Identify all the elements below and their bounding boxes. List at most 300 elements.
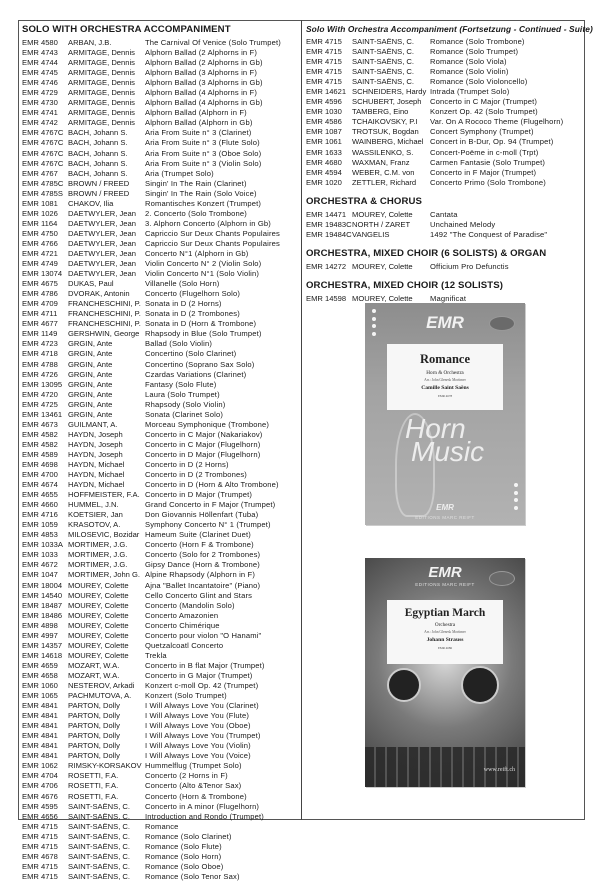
work-title: Rhapsody in Blue (Solo Trumpet)	[145, 329, 262, 339]
catalog-number: EMR 4586	[306, 117, 342, 127]
composer: SAINT-SAËNS, C.	[68, 861, 131, 871]
cover-composer: Johann Strauss	[426, 637, 464, 643]
catalog-number: EMR 4716	[22, 510, 58, 520]
composer: GRGIN, Ante	[68, 399, 113, 409]
catalog-number: EMR 1033	[22, 550, 58, 560]
composer: BACH, Johann S.	[68, 128, 128, 138]
catalog-number: EMR 4659	[22, 660, 58, 670]
work-title: Romance (Solo Horn)	[145, 851, 222, 861]
composer: DAETWYLER, Jean	[68, 208, 136, 218]
catalog-number: EMR 14598	[306, 293, 347, 303]
catalog-number: EMR 4698	[22, 459, 58, 469]
catalog-section	[306, 196, 582, 240]
work-title: Alphorn Ballad (3 Alphorns in F)	[145, 68, 258, 78]
work-title: Carmen Fantasie (Solo Trumpet)	[430, 157, 546, 167]
work-title: Concert in B-Dur, Op. 94 (Trumpet)	[430, 137, 554, 147]
catalog-number: EMR 4715	[22, 841, 58, 851]
composer: MOUREY, Colette	[68, 610, 129, 620]
composer: GRGIN, Ante	[68, 359, 113, 369]
catalog-number: EMR 1033A	[22, 540, 63, 550]
work-title: Romance	[145, 821, 179, 831]
work-title: Concerto (Flugelhorn Solo)	[145, 289, 241, 299]
composer: BACH, Johann S.	[68, 168, 128, 178]
catalog-number: EMR 19483C	[306, 219, 352, 229]
catalog-row	[306, 47, 582, 57]
composer: GRGIN, Ante	[68, 339, 113, 349]
work-title: Concerto Primo (Solo Trombone)	[430, 177, 546, 187]
catalog-row	[22, 430, 300, 440]
catalog-row	[22, 400, 300, 410]
composer: BACH, Johann S.	[68, 138, 128, 148]
catalog-number: EMR 4711	[22, 309, 58, 319]
catalog-number: EMR 4743	[22, 48, 58, 58]
work-title: Singin' In The Rain (Clarinet)	[145, 178, 247, 188]
composer: MOUREY, Colette	[68, 640, 129, 650]
composer: ARMITAGE, Dennis	[68, 108, 135, 118]
catalog-row	[306, 127, 582, 137]
catalog-row	[22, 711, 300, 721]
work-title: Alphorn Ballad (3 Alphorns in Gb)	[145, 78, 263, 88]
work-title: Alpine Rhapsody (Alphorn in F)	[145, 570, 256, 580]
catalog-section	[306, 248, 582, 272]
composer: GRGIN, Ante	[68, 379, 113, 389]
badge-icon	[489, 316, 515, 331]
catalog-number: EMR 1030	[306, 107, 342, 117]
work-title: Sonata in D (2 Horns)	[145, 299, 222, 309]
catalog-row	[22, 289, 300, 299]
work-title: Concerto (Alto &Tenor Sax)	[145, 781, 242, 791]
composer: ROSETTI, F.A.	[68, 771, 119, 781]
composer: ROSETTI, F.A.	[68, 781, 119, 791]
catalog-row	[22, 299, 300, 309]
catalog-number: EMR 4677	[22, 319, 58, 329]
catalog-number: EMR 4750	[22, 228, 58, 238]
composer: SCHUBERT, Joseph	[352, 97, 422, 107]
composer: SAINT-SAËNS, C.	[68, 841, 131, 851]
catalog-row	[22, 792, 300, 802]
catalog-row	[22, 671, 300, 681]
catalog-row	[306, 168, 582, 178]
composer: FRANCHESCHINI, P.	[68, 309, 141, 319]
catalog-number: EMR 1087	[306, 127, 342, 137]
work-title: Gipsy Dance (Horn & Trombone)	[145, 560, 260, 570]
cover-title: Egyptian March	[404, 607, 486, 619]
catalog-number: EMR 4706	[22, 781, 58, 791]
catalog-number: EMR 4746	[22, 78, 58, 88]
composer: TROTSUK, Bogdan	[352, 127, 419, 137]
catalog-number: EMR 4582	[22, 429, 58, 439]
catalog-row	[22, 822, 300, 832]
work-title: Alphorn Ballad (2 Alphorns in F)	[145, 48, 258, 58]
work-title: Romance (Solo Flute)	[145, 841, 222, 851]
catalog-row	[22, 199, 300, 209]
cover-title-panel	[387, 600, 503, 664]
work-title: Concerto in D Major (Flugelhorn)	[145, 449, 261, 459]
catalog-section	[306, 24, 593, 188]
composer: HAYDN, Joseph	[68, 439, 123, 449]
work-title: Var. On A Rococo Theme (Flugelhorn)	[430, 117, 564, 127]
composer: NESTEROV, Arkadi	[68, 681, 135, 690]
composer: RIMSKY-KORSAKOV	[68, 761, 142, 771]
composer: ARMITAGE, Dennis	[68, 58, 135, 68]
work-title: Romance (Solo Tenor Sax)	[145, 871, 240, 881]
work-title: Aria From Suite n° 3 (Clarinet)	[145, 128, 252, 138]
composer: GRGIN, Ante	[68, 369, 113, 379]
catalog-row	[22, 159, 300, 169]
catalog-number: EMR 4674	[22, 480, 58, 490]
cover-subtitle: Orchestra	[434, 622, 456, 628]
work-title: Grand Concerto in F Major (Trumpet)	[145, 500, 276, 510]
catalog-row	[22, 460, 300, 470]
catalog-row	[22, 721, 300, 731]
work-title: Ajna "Ballet Incantatoire" (Piano)	[145, 580, 261, 590]
work-title: Concertino (Soprano Sax Solo)	[145, 359, 255, 369]
catalog-row	[306, 57, 582, 67]
work-title: Romantisches Konzert (Trumpet)	[145, 198, 262, 208]
catalog-number: EMR 4660	[22, 500, 58, 510]
catalog-row	[22, 349, 300, 359]
work-title: Violin Concerto N°1 (Solo Violin)	[145, 269, 260, 279]
catalog-row	[306, 77, 582, 87]
work-title: Romance (Solo Violoncello)	[430, 77, 528, 87]
catalog-number: EMR 4715	[306, 67, 342, 77]
composer: SCHNEIDERS, Hardy	[352, 87, 427, 97]
work-title: Quetzalcoatl Concerto	[145, 640, 224, 650]
catalog-number: EMR 4841	[22, 701, 58, 711]
work-title: Concerto (Horn F & Trombone)	[145, 540, 254, 550]
catalog-number: EMR 1059	[22, 520, 58, 530]
composer: PARTON, Dolly	[68, 741, 120, 751]
catalog-number: EMR 14540	[22, 590, 63, 600]
catalog-row	[22, 279, 300, 289]
catalog-row	[22, 420, 300, 430]
catalog-row	[22, 440, 300, 450]
composer: PARTON, Dolly	[68, 721, 120, 731]
catalog-number: EMR 14621	[306, 87, 347, 97]
composer: GERSHWIN, George	[68, 329, 140, 339]
catalog-row	[22, 229, 300, 239]
catalog-number: EMR 4672	[22, 560, 58, 570]
composer: ARMITAGE, Dennis	[68, 48, 135, 58]
composer: PARTON, Dolly	[68, 751, 120, 761]
work-title: Concerto (Horn & Trombone)	[145, 791, 247, 801]
catalog-row	[22, 550, 300, 560]
composer: MOUREY, Colette	[68, 580, 129, 590]
catalog-row	[22, 832, 300, 842]
catalog-number: EMR 13461	[22, 409, 63, 419]
composer: DAETWYLER, Jean	[68, 238, 136, 248]
cover-catalog: EMR 4686	[437, 646, 453, 650]
composer: DAETWYLER, Jean	[68, 218, 136, 228]
section-title: SOLO WITH ORCHESTRA ACCOMPANIMENT	[22, 24, 231, 35]
catalog-number: EMR 4898	[22, 620, 58, 630]
composer: GRGIN, Ante	[68, 349, 113, 359]
composer: ARMITAGE, Dennis	[68, 88, 135, 98]
work-title: Capriccio Sur Deux Chants Populaires	[145, 228, 280, 238]
composer: CHAKOV, Ilia	[68, 198, 114, 208]
catalog-number: EMR 4596	[306, 97, 342, 107]
work-title: Concerto in F Major (Trumpet)	[430, 167, 537, 177]
composer: SAINT-SAËNS, C.	[352, 37, 415, 46]
catalog-number: EMR 4744	[22, 58, 58, 68]
work-title: Unchained Melody	[430, 219, 496, 229]
composer: PARTON, Dolly	[68, 711, 120, 721]
catalog-row	[22, 269, 300, 279]
catalog-number: EMR 4715	[306, 47, 342, 57]
catalog-number: EMR 4723	[22, 339, 58, 349]
catalog-number: EMR 4841	[22, 711, 58, 721]
catalog-number: EMR 4700	[22, 470, 58, 480]
catalog-number: EMR 4589	[22, 449, 58, 459]
cover-title: Romance	[420, 352, 470, 366]
work-title: Konzert c-moll Op. 42 (Trumpet)	[145, 681, 259, 690]
catalog-number: EMR 13074	[22, 269, 63, 279]
section-title: ORCHESTRA & CHORUS	[306, 195, 423, 207]
catalog-row	[306, 178, 582, 188]
catalog-row	[22, 751, 300, 761]
catalog-row	[306, 137, 582, 147]
catalog-row	[22, 741, 300, 751]
catalog-number: EMR 1633	[306, 147, 342, 157]
work-title: Concertino (Solo Clarinet)	[145, 349, 237, 359]
composer: MOUREY, Colette	[352, 293, 413, 303]
catalog-number: EMR 4742	[22, 118, 58, 128]
composer: PARTON, Dolly	[68, 731, 120, 741]
work-title: Ballad (Solo Violin)	[145, 339, 213, 349]
work-title: Villanelle (Solo Horn)	[145, 279, 220, 289]
composer: SAINT-SAËNS, C.	[352, 67, 415, 77]
catalog-row	[22, 410, 300, 420]
cover-catalog: EMR 4678	[437, 394, 453, 398]
cover-title-panel	[387, 344, 503, 410]
catalog-section	[22, 24, 300, 882]
work-title: Konzert (Solo Trumpet)	[145, 691, 227, 701]
catalog-row	[22, 360, 300, 370]
composer: DAETWYLER, Jean	[68, 248, 136, 258]
composer: MORTIMER, J.G.	[68, 550, 128, 560]
composer: GRGIN, Ante	[68, 409, 113, 419]
catalog-section	[306, 280, 582, 304]
catalog-number: EMR 4715	[306, 77, 342, 87]
composer: ARMITAGE, Dennis	[68, 78, 135, 88]
work-title: I Will Always Love You (Voice)	[145, 751, 251, 761]
catalog-row	[22, 450, 300, 460]
catalog-number: EMR 4715	[22, 871, 58, 881]
catalog-number: EMR 19484C	[306, 229, 352, 239]
catalog-row	[22, 259, 300, 269]
catalog-row	[22, 390, 300, 400]
catalog-number: EMR 4841	[22, 751, 58, 761]
catalog-row	[306, 97, 582, 107]
work-title: Officium Pro Defunctis	[430, 261, 509, 271]
composer: SAINT-SAËNS, C.	[68, 871, 131, 881]
composer: PARTON, Dolly	[68, 701, 120, 711]
work-title: Sonata (Clarinet Solo)	[145, 409, 224, 419]
emr-logo: EMR	[426, 313, 464, 332]
catalog-number: EMR 4675	[22, 279, 58, 289]
work-title: Concerto (2 Horns in F)	[145, 771, 228, 781]
catalog-row	[22, 842, 300, 852]
work-title: Concerto in D (2 Horns)	[145, 459, 229, 469]
composer: WEBER, C.M. von	[352, 167, 415, 177]
cover-composer: Camille Saint Saëns	[421, 385, 469, 391]
catalog-number: EMR 4715	[22, 831, 58, 841]
work-title: Aria From Suite n° 3 (Flute Solo)	[145, 138, 260, 148]
work-title: Cello Concerto Glint and Stars	[145, 590, 253, 600]
work-title: 1492 "The Conquest of Paradise"	[430, 229, 548, 239]
work-title: Fantasy (Solo Flute)	[145, 379, 217, 389]
composer: MOUREY, Colette	[352, 261, 413, 271]
catalog-row	[22, 510, 300, 520]
catalog-number: EMR 18487	[22, 600, 63, 610]
catalog-row	[22, 490, 300, 500]
work-title: Rhapsody (Solo Violin)	[145, 399, 226, 409]
work-title: Aria From Suite n° 3 (Violin Solo)	[145, 158, 262, 168]
catalog-row	[22, 88, 300, 98]
work-title: Concerto N°1 (Alphorn in Gb)	[145, 248, 249, 258]
catalog-row	[22, 631, 300, 641]
composer: GUILMANT, A.	[68, 419, 118, 429]
work-title: Romance (Solo Oboe)	[145, 861, 224, 871]
catalog-row	[306, 220, 582, 230]
work-title: Romance (Solo Trumpet)	[430, 47, 519, 57]
composer: SAINT-SAËNS, C.	[68, 821, 131, 831]
composer: TCHAIKOVSKY, P.I	[352, 117, 418, 127]
catalog-row	[306, 158, 582, 168]
work-title: Romance (Solo Viola)	[430, 57, 507, 67]
work-title: Czardas Variations (Clarinet)	[145, 369, 247, 379]
composer: FRANCHESCHINI, P.	[68, 319, 141, 329]
composer: MOUREY, Colette	[68, 650, 129, 660]
catalog-number: EMR 4721	[22, 248, 58, 258]
work-title: Romance (Solo Violin)	[430, 67, 509, 77]
work-title: 3. Alphorn Concerto (Alphorn in Gb)	[145, 218, 271, 228]
catalog-row	[22, 621, 300, 631]
catalog-row	[22, 570, 300, 580]
catalog-number: EMR 14357	[22, 640, 63, 650]
catalog-number: EMR 4841	[22, 741, 58, 751]
composer: DVORAK, Antonin	[68, 289, 130, 299]
composer: KRASOTOV, A.	[68, 520, 121, 530]
composer: HAYDN, Joseph	[68, 449, 123, 459]
catalog-number: EMR 4766	[22, 238, 58, 248]
work-title: Morceau Symphonique (Trombone)	[145, 419, 270, 429]
composer: PACHMUTOVA, A.	[68, 691, 132, 701]
catalog-row	[22, 309, 300, 319]
catalog-row	[306, 67, 582, 77]
catalog-number: EMR 4595	[22, 801, 58, 811]
catalog-row	[22, 701, 300, 711]
work-title: Concerto in B flat Major (Trumpet)	[145, 660, 265, 670]
catalog-number: EMR 1020	[306, 177, 342, 187]
catalog-row	[306, 210, 582, 220]
catalog-row	[306, 262, 582, 272]
composer: HOFFMEISTER, F.A.	[68, 490, 140, 500]
composer: SAINT-SAËNS, C.	[68, 801, 131, 811]
composer: HAYDN, Joseph	[68, 429, 123, 439]
composer: ZETTLER, Richard	[352, 177, 417, 187]
catalog-number: EMR 4788	[22, 359, 58, 369]
catalog-row	[22, 802, 300, 812]
catalog-number: EMR 4730	[22, 98, 58, 108]
catalog-number: EMR 4729	[22, 88, 58, 98]
catalog-number: EMR 4715	[22, 821, 58, 831]
composer: MOZART, W.A.	[68, 670, 120, 680]
work-title: Aria (Trumpet Solo)	[145, 168, 214, 178]
work-title: Romance (Solo Clarinet)	[145, 831, 232, 841]
work-title: Concert Symphony (Trumpet)	[430, 127, 534, 137]
work-title: Concerto in C Major (Nakariakov)	[145, 429, 263, 439]
catalog-row	[22, 560, 300, 570]
catalog-number: EMR 4841	[22, 721, 58, 731]
work-title: I Will Always Love You (Flute)	[145, 711, 250, 721]
catalog-row	[22, 852, 300, 862]
composer: BROWN / FREED	[68, 178, 130, 188]
composer: SAINT-SAËNS, C.	[352, 57, 415, 67]
catalog-number: EMR 4745	[22, 68, 58, 78]
composer: SAINT-SAËNS, C.	[352, 77, 415, 87]
work-title: Concerto Chimérique	[145, 620, 220, 630]
catalog-row	[22, 862, 300, 872]
catalog-number: EMR 4704	[22, 771, 58, 781]
catalog-row	[22, 480, 300, 490]
composer: MOUREY, Colette	[68, 590, 129, 600]
composer: MORTIMER, J.G.	[68, 560, 128, 570]
composer: MORTIMER, J.G.	[68, 540, 128, 550]
catalog-number: EMR 1060	[22, 681, 58, 690]
catalog-row	[22, 681, 300, 691]
catalog-row	[22, 651, 300, 661]
catalog-row	[22, 540, 300, 550]
catalog-row	[22, 98, 300, 108]
catalog-number: EMR 4785C	[22, 178, 64, 188]
work-title: Capriccio Sur Deux Chants Populaires	[145, 238, 280, 248]
work-title: Concerto pour violon "O Hanami"	[145, 630, 262, 640]
composer: MORTIMER, John G.	[68, 570, 141, 580]
work-title: Violin Concerto N° 2 (Violin Solo)	[145, 259, 262, 269]
work-title: Alphorn Ballad (Alphorn in Gb)	[145, 118, 253, 128]
work-title: Magnificat	[430, 293, 467, 303]
composer: DAETWYLER, Jean	[68, 228, 136, 238]
work-title: Singin' In The Rain (Solo Voice)	[145, 188, 257, 198]
composer: SAINT-SAËNS, C.	[68, 831, 131, 841]
composer: MOUREY, Colette	[352, 209, 413, 219]
catalog-row	[22, 329, 300, 339]
trumpet-bell-icon	[461, 666, 499, 704]
work-title: Alphorn Ballad (Alphorn in F)	[145, 108, 247, 118]
publisher-name: EDITIONS MARC REIFT	[415, 582, 475, 587]
catalog-row	[22, 319, 300, 329]
composer: DAETWYLER, Jean	[68, 259, 136, 269]
catalog-number: EMR 4741	[22, 108, 58, 118]
work-title: Hameum Suite (Clarinet Duet)	[145, 530, 251, 540]
catalog-row	[22, 58, 300, 68]
cover-subtitle: Horn & Orchestra	[426, 370, 464, 376]
publisher-name: EDITIONS MARC REIFT	[415, 515, 475, 520]
work-title: Intrada (Trumpet Solo)	[430, 87, 510, 97]
work-title: Alphorn Ballad (4 Alphorns in Gb)	[145, 98, 263, 108]
work-title: Don Giovannis Höllenfart (Tuba)	[145, 510, 259, 520]
catalog-row	[22, 128, 300, 138]
composer: HAYDN, Michael	[68, 470, 125, 480]
catalog-row	[306, 37, 582, 47]
catalog-number: EMR 4841	[22, 731, 58, 741]
work-title: Aria From Suite n° 3 (Oboe Solo)	[145, 148, 262, 158]
catalog-number: EMR 4594	[306, 167, 342, 177]
catalog-row	[22, 530, 300, 540]
work-title: Concerto in D (2 Trombones)	[145, 470, 247, 480]
composer: HAYDN, Michael	[68, 459, 125, 469]
